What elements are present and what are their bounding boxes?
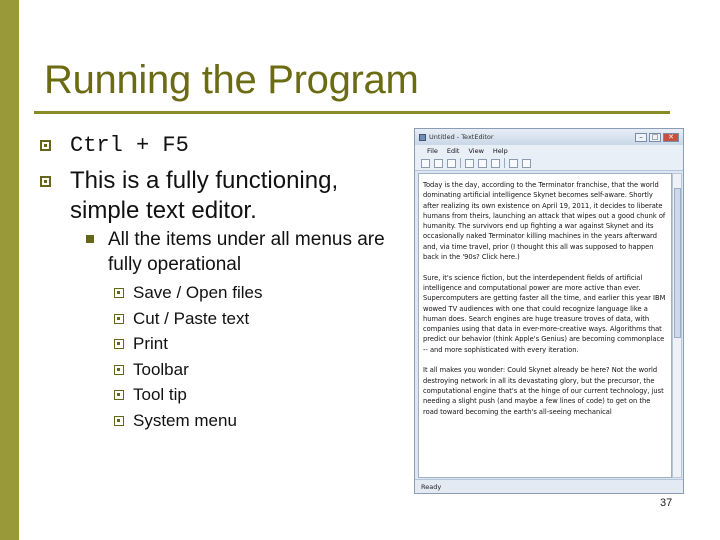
window-title: Untitled - TextEditor — [429, 133, 494, 141]
bullet-square-icon — [114, 390, 124, 400]
feature-label: Save / Open files — [133, 283, 263, 302]
toolbar — [415, 156, 683, 171]
text-editor-window — [414, 128, 684, 494]
document-text-area[interactable]: Today is the day, according to the Terminator franchise, that the world dominating artificial intelligence Skynet becomes self-aware. Shortly after realizing its own existence on April 19, 2011, it decides to liberate humans from theirs, launching an attack that wipes out a good chunk of humanity. The survivors end up fighting a war against Skynet and its occasionally naked Terminator killing machines in the years afterward and, via time travel, prior (I thought this all was supposed to happen back in the '90s? Click here.) Sure, it's science fiction, but the interdependent fields of artificial intelligence and computational power are more active than ever. Supercomputers are getting faster all the time, and earlier this year IBM wowed TV audiences with one that could recognize language like a human does. Search engines are huge treasure troves of data, with companies using that data in ever-more-creative ways. Algorithms that predict our behavior (think Apple's Genius) are becoming commonplace -- and more sophisticated with every iteration. It all makes you wonder: Could Skynet already be here? Not the world destroying network in all its devastating glory, but the precursor, the computational engine that's at the hinge of our current technology, just needing a slight push (and maybe a few lines of code) to get on the road toward becoming the earth's all-seeing mechanical — [418, 173, 672, 478]
scrollbar-thumb[interactable] — [674, 188, 681, 338]
bullet-shortcut — [40, 131, 189, 161]
toolbar-separator — [460, 158, 461, 168]
menus-note-text: All the items under all menus are fully operational — [108, 229, 385, 275]
shortcut-text: Ctrl + F5 — [70, 133, 189, 158]
help-icon[interactable] — [522, 159, 531, 168]
bullet-description — [40, 166, 400, 226]
status-bar: Ready — [415, 479, 683, 493]
feature-item — [114, 357, 262, 383]
open-folder-icon[interactable] — [434, 159, 443, 168]
feature-item — [114, 382, 262, 408]
menu-edit[interactable]: Edit — [446, 146, 460, 155]
feature-label: System menu — [133, 410, 237, 430]
app-icon — [419, 134, 426, 141]
bullet-square-icon — [114, 365, 124, 375]
menu-bar — [415, 145, 683, 156]
feature-label: Cut / Paste text — [133, 308, 250, 328]
left-accent-bar — [0, 0, 19, 540]
feature-list — [114, 280, 262, 434]
window-titlebar[interactable] — [415, 129, 683, 145]
toolbar-separator — [504, 158, 505, 168]
new-file-icon[interactable] — [421, 159, 430, 168]
feature-item — [114, 280, 262, 306]
copy-icon[interactable] — [478, 159, 487, 168]
description-text: This is a fully functioning, simple text editor. — [70, 167, 339, 224]
bullet-small-square-icon — [86, 235, 94, 243]
title-underline — [34, 111, 670, 114]
feature-item — [114, 306, 262, 332]
feature-item — [114, 408, 262, 434]
bullet-square-icon — [114, 416, 124, 426]
bullet-square-icon — [114, 339, 124, 349]
feature-label: Toolbar — [133, 359, 189, 379]
minimize-icon[interactable]: – — [635, 133, 647, 142]
window-controls — [635, 133, 679, 142]
feature-label: Print — [133, 334, 168, 354]
feature-label: Tool tip — [133, 385, 187, 405]
menu-view[interactable]: View — [468, 146, 484, 155]
vertical-scrollbar[interactable] — [672, 173, 682, 478]
save-icon[interactable] — [447, 159, 456, 168]
bullet-square-icon — [114, 314, 124, 324]
close-icon[interactable]: ✕ — [663, 133, 679, 142]
maximize-icon[interactable]: □ — [649, 133, 661, 142]
menu-file[interactable]: File — [427, 146, 438, 155]
print-icon[interactable] — [509, 159, 518, 168]
paste-icon[interactable] — [491, 159, 500, 168]
slide-title: Running the Program — [44, 58, 419, 102]
bullet-menus-note — [86, 227, 388, 277]
bullet-square-icon — [40, 140, 51, 151]
feature-item — [114, 331, 262, 357]
bullet-square-icon — [40, 176, 51, 187]
bullet-square-icon — [114, 288, 124, 298]
header-band — [19, 0, 720, 54]
menu-help[interactable]: Help — [492, 146, 508, 155]
cut-icon[interactable] — [465, 159, 474, 168]
page-number: 37 — [660, 497, 673, 509]
